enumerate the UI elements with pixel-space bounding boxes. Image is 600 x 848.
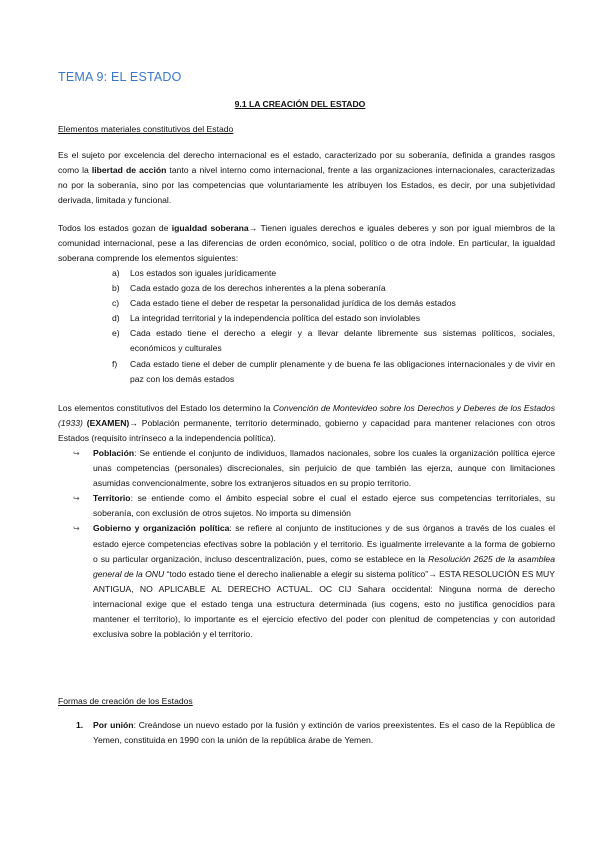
- arrow-bullet-icon: ↪: [73, 449, 80, 458]
- list-item-gobierno: ↪ Gobierno y organización política: se refiere al conjunto de instituciones y de sus órganos a través de los cuales el estado ejerce competencias efectivas sobre la población y el territorio. Es igualmente irrelevante a la forma de gobierno o su particular organización, incluso descentralización, pues, como se establece en la Resolución 2625 de la asamblea general de la ONU “todo estado tiene el derecho inalienable a elegir su sistema político”→ ESTA RESOLUCIÓN ES MUY ANTIGUA, NO APLICABLE AL DERECHO ACTUAL. OC CIJ Sahara occidental: Ninguna norma de derecho internacional exige que el estado tenga una estructura determinada (ius cogens, esto no justifica genocidios para mantener el territorio), lo importante es el ejercicio efectivo del poder con plenitud de competencias y con autoridad exclusiva sobre la población y el territorio.: [73, 523, 555, 640]
- section-subtitle: 9.1 LA CREACIÓN DEL ESTADO: [234, 99, 366, 109]
- arrow-bullet-icon: ↪: [73, 494, 80, 504]
- arrow-bullet-icon: ↪: [73, 524, 80, 534]
- list-item-poblacion: ↪ Población: Se entiende el conjunto de individuos, llamados nacionales, sobre los cuales la organización política ejerce unas competencias (personales) discrecionales, sin perjuicio de que también las ejerza, aunque con limitaciones asumidas convencionalmente, sobre los extranjeros situados en su propio territorio.: [73, 448, 555, 489]
- paragraph-montevideo: Los elementos constitutivos del Estado los determino la Convención de Montevideo sobre los Derechos y Deberes de los Estados (1933) (EXAMEN)→ Población permanente, territorio determinado, gobierno y capacidad para mantener relaciones con otros Estados (requisito intrínseco a la independencia política).: [58, 403, 556, 444]
- igualdad-list: [112, 266, 555, 387]
- list-item: f) Cada estado tiene el deber de cumplir plenamente y de buena fe las obligaciones internacionales y de vivir en paz con los demás estados: [112, 358, 555, 384]
- list-item: d) La integridad territorial y la independencia política del estado son inviolables: [112, 313, 420, 324]
- list-item: b) Cada estado goza de los derechos inherentes a la plena soberanía: [112, 283, 386, 294]
- list-item-union: 1. Por unión: Creándose un nuevo estado por la fusión y extinción de varios preexistentes. Es el caso de la República de Yemen, constituida en 1990 con la unión de la república árabe de Yemen.: [76, 720, 555, 746]
- paragraph-igualdad-soberana: Todos los estados gozan de igualdad soberana→ Tienen iguales derechos e iguales deberes y son por igual miembros de la comunidad internacional, pese a las diferencias de orden económico, social, político o de otra índole. En particular, la igualdad soberana comprende los elementos siguientes:: [58, 223, 556, 264]
- page-title: TEMA 9: EL ESTADO: [58, 70, 182, 84]
- elementos-bullet-list: [73, 446, 555, 642]
- list-item: a) Los estados son iguales jurídicamente: [112, 268, 277, 278]
- section-heading-formas: Formas de creación de los Estados: [58, 696, 193, 706]
- list-item: e) Cada estado tiene el derecho a elegir y a llevar delante libremente sus sistemas políticos, sociales, económicos y culturales: [112, 328, 555, 354]
- section-heading-elementos: Elementos materiales constitutivos del Estado: [58, 124, 234, 134]
- list-item: c) Cada estado tiene el deber de respetar la personalidad jurídica de los demás estados: [112, 298, 456, 309]
- list-item-territorio: ↪ Territorio: se entiende como el ámbito especial sobre el cual el estado ejerce sus competencias territoriales, su soberanía, con exclusión de otros sujetos. No importa su dimensión: [73, 493, 555, 519]
- paragraph-soberania: Es el sujeto por excelencia del derecho internacional es el estado, caracterizado por su soberanía, definida a grandes rasgos como la libertad de acción tanto a nivel interno como internacional, frente a las organizaciones internacionales, caracterizadas no por la soberanía, sino por las competencias que voluntariamente les atribuyen los Estados, es decir, por una subjetividad derivada, limitada y funcional.: [58, 150, 555, 206]
- formas-numbered-list: [76, 718, 555, 748]
